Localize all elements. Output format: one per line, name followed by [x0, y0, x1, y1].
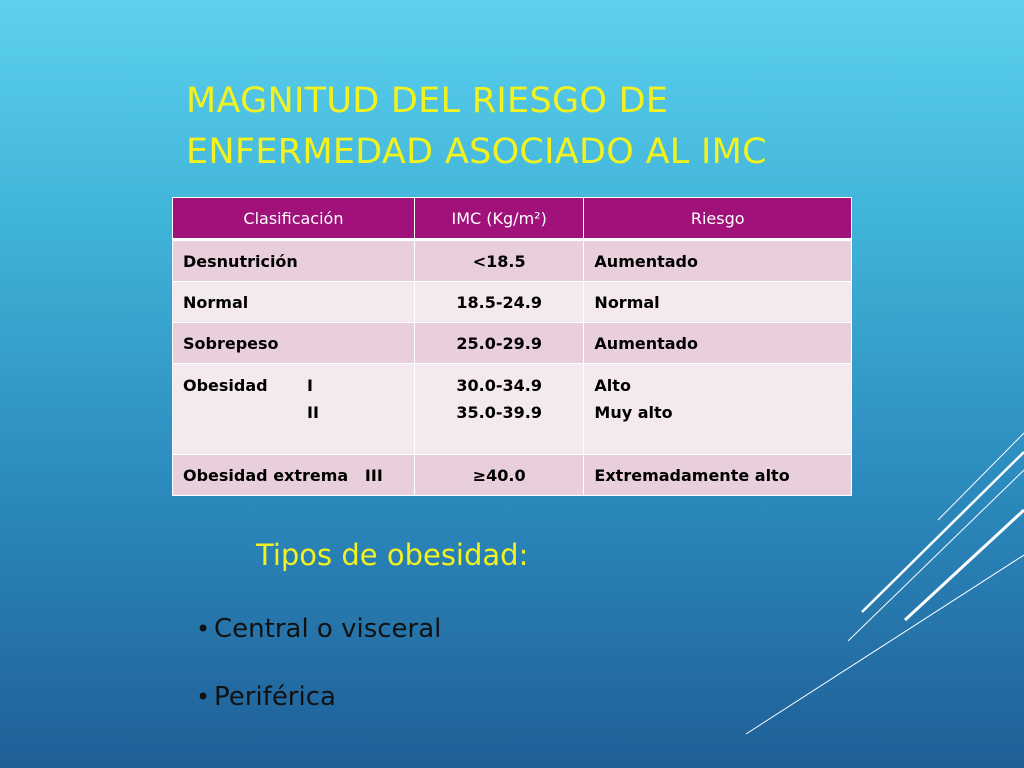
header-imc: IMC (Kg/m²) — [414, 198, 584, 240]
cell-imc: 18.5-24.9 — [414, 282, 584, 323]
obesity-types-subtitle: Tipos de obesidad: — [256, 538, 529, 572]
cell-clasificacion: Sobrepeso — [173, 323, 415, 364]
cell-clasificacion: Obesidad extrema III — [173, 455, 415, 496]
list-item — [196, 606, 441, 674]
cell-clasificacion: Normal — [173, 282, 415, 323]
slide-title-line-1: MAGNITUD DEL RIESGO DE — [186, 81, 669, 121]
cell-imc: 25.0-29.9 — [414, 323, 584, 364]
cell-riesgo: Extremadamente alto — [584, 455, 852, 496]
list-item-label: Periférica — [214, 682, 336, 712]
cell-riesgo: Normal — [584, 282, 852, 323]
slide-title-line-2: ENFERMEDAD ASOCIADO AL IMC — [186, 132, 767, 172]
table-row — [173, 364, 852, 455]
list-item — [196, 674, 441, 742]
cell-clasificacion: Desnutrición — [173, 240, 415, 282]
table-header-row — [173, 198, 852, 240]
cell-imc: ≥40.0 — [414, 455, 584, 496]
header-clasificacion: Clasificación — [173, 198, 415, 240]
cell-clasificacion — [173, 364, 415, 455]
slide-title — [186, 76, 966, 178]
table-row — [173, 240, 852, 282]
cell-imc — [414, 364, 584, 455]
obesidad-label — [183, 372, 404, 426]
cell-riesgo — [584, 364, 852, 455]
cell-imc: <18.5 — [414, 240, 584, 282]
obesidad-grades — [307, 372, 319, 426]
cell-riesgo: Aumentado — [584, 240, 852, 282]
imc-range-ii: 35.0-39.9 — [456, 403, 542, 422]
header-riesgo: Riesgo — [584, 198, 852, 240]
obesity-types-list — [196, 606, 441, 742]
bullet-icon: • — [196, 615, 211, 643]
riesgo-ii: Muy alto — [594, 403, 673, 422]
bullet-icon: • — [196, 683, 211, 711]
table-row — [173, 323, 852, 364]
cell-riesgo: Aumentado — [584, 323, 852, 364]
riesgo-i: Alto — [594, 376, 631, 395]
imc-risk-table — [172, 197, 852, 496]
grade-i: I — [307, 376, 313, 395]
imc-range-i: 30.0-34.9 — [456, 376, 542, 395]
obesidad-name: Obesidad — [183, 376, 268, 395]
table-row — [173, 282, 852, 323]
list-item-label: Central o visceral — [214, 614, 442, 644]
table-row — [173, 455, 852, 496]
grade-ii: II — [307, 403, 319, 422]
